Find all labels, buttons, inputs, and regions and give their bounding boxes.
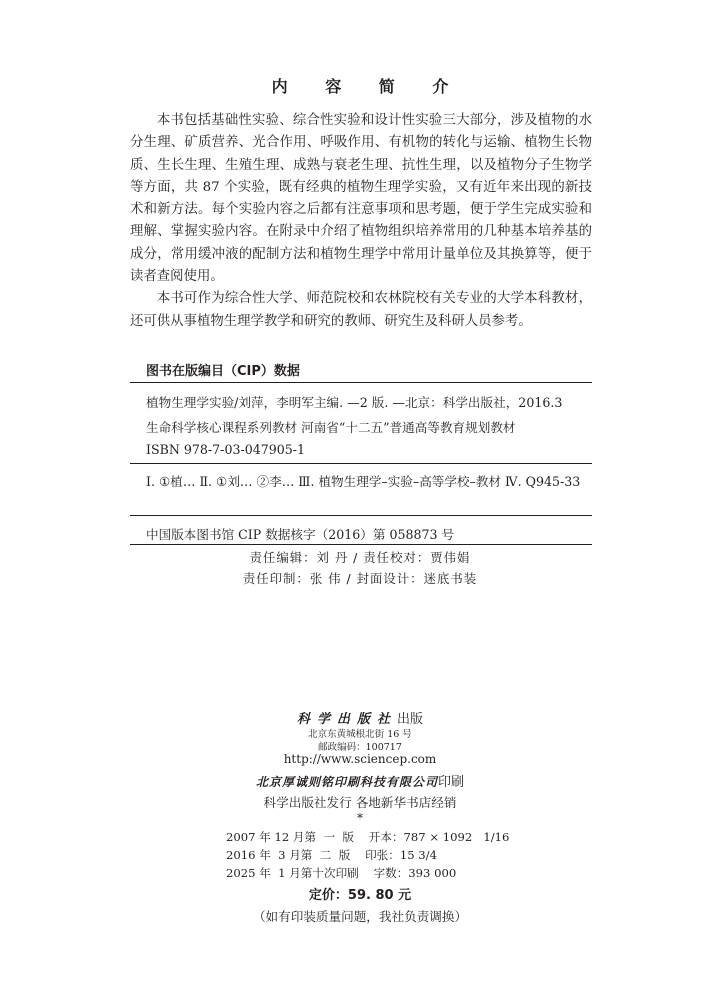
edition-row-2: 2016 年 3 月第 二 版 印张：15 3/4 — [226, 848, 437, 862]
publisher-line — [0, 708, 720, 727]
cip-heading: 图书在版编目（CIP）数据 — [146, 364, 300, 379]
cip-rule-class — [130, 515, 592, 516]
intro-paragraph-1: 本书包括基础性实验、综合性实验和设计性实验三大部分，涉及植物的水分生理、矿质营养、光合作用、呼吸作用、有机物的转化与运输、植物生长物质、生长生理、生殖生理、成熟与衰老生理、抗性生理，以及植物分子生物学等方面，共 87 个实验，既有经典的植物生理学实验，又有近年来出现的新技术和新方法。每个实验内容之后都有注意事项和思考题，便于学生完成实验和理解、掌握实验内容。在附录中介绍了植物组织培养常用的几种基本培养基的成分，常用缓冲液的配制方法和植物生理学中常用计量单位及其换算等，便于读者查阅使用。 — [130, 113, 592, 285]
page-title: 内 容 简 介 — [271, 77, 465, 96]
cip-rule-bottom — [130, 544, 592, 545]
distribution-line: 科学出版社发行 各地新华书店经销 — [263, 795, 457, 810]
publisher-address: 北京东黄城根北街 16 号 — [308, 729, 412, 740]
publisher-website: http://www.sciencep.com — [283, 752, 437, 766]
intro-paragraph-2: 本书可作为综合性大学、师范院校和农林院校有关专业的大学本科教材，还可供从事植物生理学教学和研究的教师、研究生及科研人员参考。 — [130, 291, 592, 329]
cip-record-number: 中国版本图书馆 CIP 数据核字（2016）第 058873 号 — [146, 527, 455, 542]
cip-isbn: ISBN 978-7-03-047905-1 — [146, 442, 306, 457]
cip-classification: Ⅰ. ①植… Ⅱ. ①刘… ②李… Ⅲ. 植物生理学–实验–高等学校–教材 Ⅳ. Q945-33 — [146, 474, 581, 489]
cip-series-line: 生命科学核心课程系列教材 河南省“十二五”普通高等教育规划教材 — [146, 420, 516, 435]
printer-line — [0, 771, 720, 790]
staff-editors: 责任编辑：刘 丹 / 责任校对：贾伟娟 — [249, 550, 471, 565]
publisher-name: 科学出版社 — [296, 712, 397, 727]
publisher-postcode: 邮政编码：100717 — [318, 742, 402, 753]
intro-section — [130, 110, 592, 333]
edition-row-3: 2025 年 1 月第十次印刷 字数：393 000 — [226, 866, 457, 880]
printer-name: 北京厚诚则铭印刷科技有限公司 — [255, 775, 438, 789]
cip-title-line: 植物生理学实验/刘萍，李明军主编. —2 版. —北京：科学出版社，2016.3 — [146, 395, 563, 410]
staff-production: 责任印制：张 伟 / 封面设计：迷底书装 — [242, 571, 478, 586]
cip-rule-top — [130, 382, 592, 383]
cip-rule-isbn — [130, 463, 592, 464]
edition-row-1: 2007 年 12 月第 一 版 开本：787 × 1092 1/16 — [226, 830, 510, 844]
publisher-suffix: 出版 — [397, 712, 424, 727]
quality-notice: （如有印装质量问题，我社负责调换） — [252, 909, 468, 924]
printer-suffix: 印刷 — [438, 775, 465, 790]
price: 定价：59. 80 元 — [308, 888, 412, 903]
separator-asterisk: * — [357, 811, 363, 825]
